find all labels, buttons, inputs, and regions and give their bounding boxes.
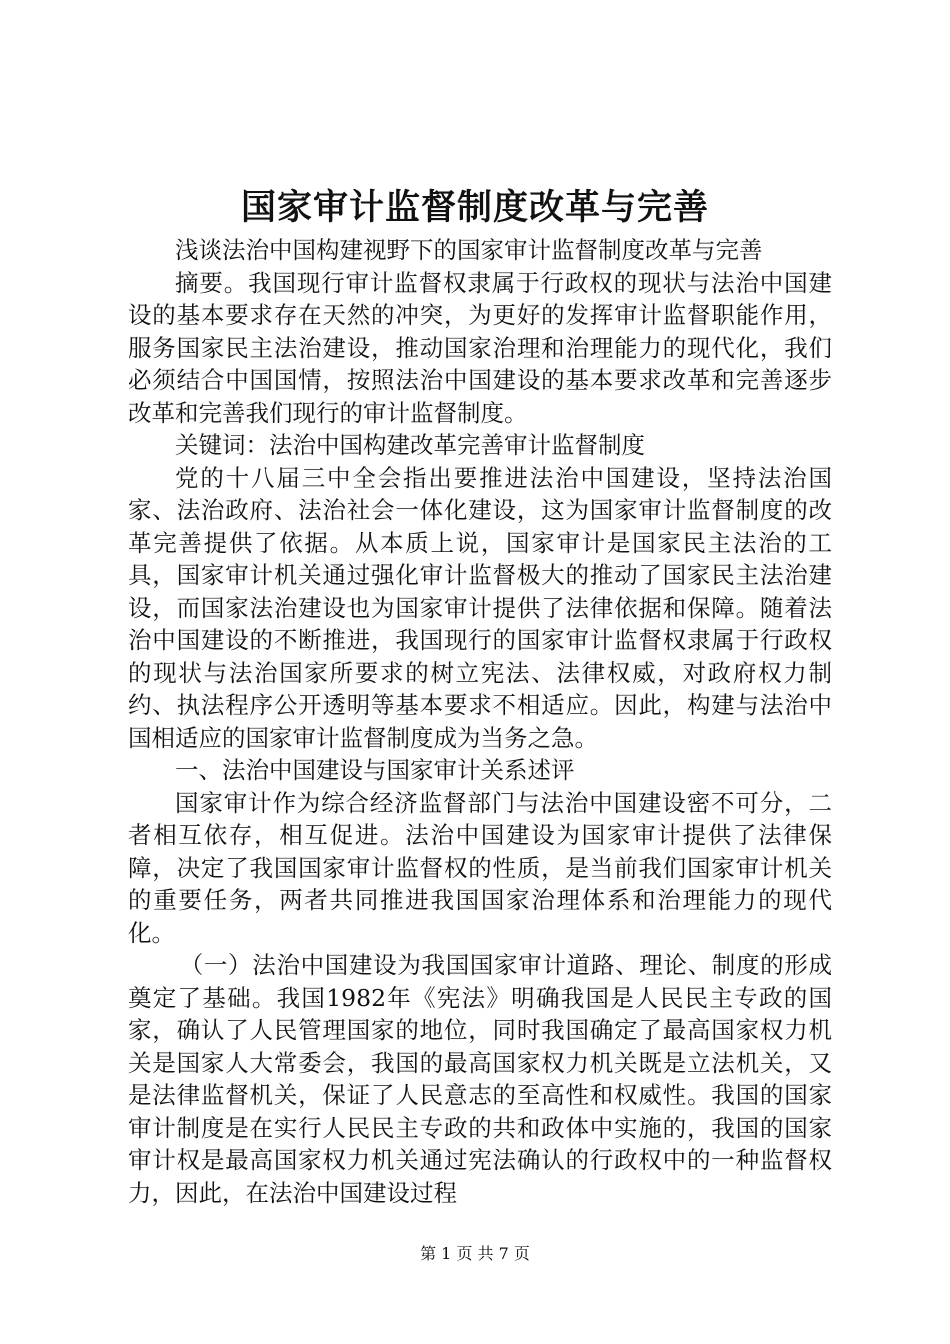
body-paragraph: 国家审计作为综合经济监督部门与法治中国建设密不可分，二者相互依存，相互促进。法治中国建设为国家审计提供了法律保障，决定了我国国家审计监督权的性质，是当前我们国家审计机关的重要任务，两者共同推进我国国家治理体系和治理能力的现代化。 [128, 788, 832, 947]
page-footer: 第 1 页 共 7 页 [420, 1244, 530, 1263]
section-heading: 一、法治中国建设与国家审计关系述评 [175, 756, 575, 784]
document-body [128, 234, 832, 1209]
document-title: 国家审计监督制度改革与完善 [240, 187, 709, 228]
keywords-paragraph: 关键词：法治中国构建改革完善审计监督制度 [175, 431, 645, 459]
body-paragraph: （一）法治中国建设为我国国家审计道路、理论、制度的形成奠定了基础。我国1982年《宪法》明确我国是人民民主专政的国家，确认了人民管理国家的地位，同时我国确定了最高国家权力机关是国家人大常委会，我国的最高国家权力机关既是立法机关，又是法律监督机关，保证了人民意志的至高性和权威性。我国的国家审计制度是在实行人民民主专政的共和政体中实施的，我国的国家审计权是最高国家权力机关通过宪法确认的行政权中的一种监督权力，因此，在法治中国建设过程 [128, 951, 832, 1207]
abstract-paragraph: 摘要。我国现行审计监督权隶属于行政权的现状与法治中国建设的基本要求存在天然的冲突，为更好的发挥审计监督职能作用，服务国家民主法治建设，推动国家治理和治理能力的现代化，我们必须结合中国国情，按照法治中国建设的基本要求改革和完善逐步改革和完善我们现行的审计监督制度。 [128, 268, 832, 427]
subtitle-paragraph: 浅谈法治中国构建视野下的国家审计监督制度改革与完善 [175, 236, 763, 264]
body-paragraph: 党的十八届三中全会指出要推进法治中国建设，坚持法治国家、法治政府、法治社会一体化建设，这为国家审计监督制度的改革完善提供了依据。从本质上说，国家审计是国家民主法治的工具，国家审计机关通过强化审计监督极大的推动了国家民主法治建设，而国家法治建设也为国家审计提供了法律依据和保障。随着法治中国建设的不断推进，我国现行的国家审计监督权隶属于行政权的现状与法治国家所要求的树立宪法、法律权威，对政府权力制约、执法程序公开透明等基本要求不相适应。因此，构建与法治中国相适应的国家审计监督制度成为当务之急。 [128, 463, 832, 752]
